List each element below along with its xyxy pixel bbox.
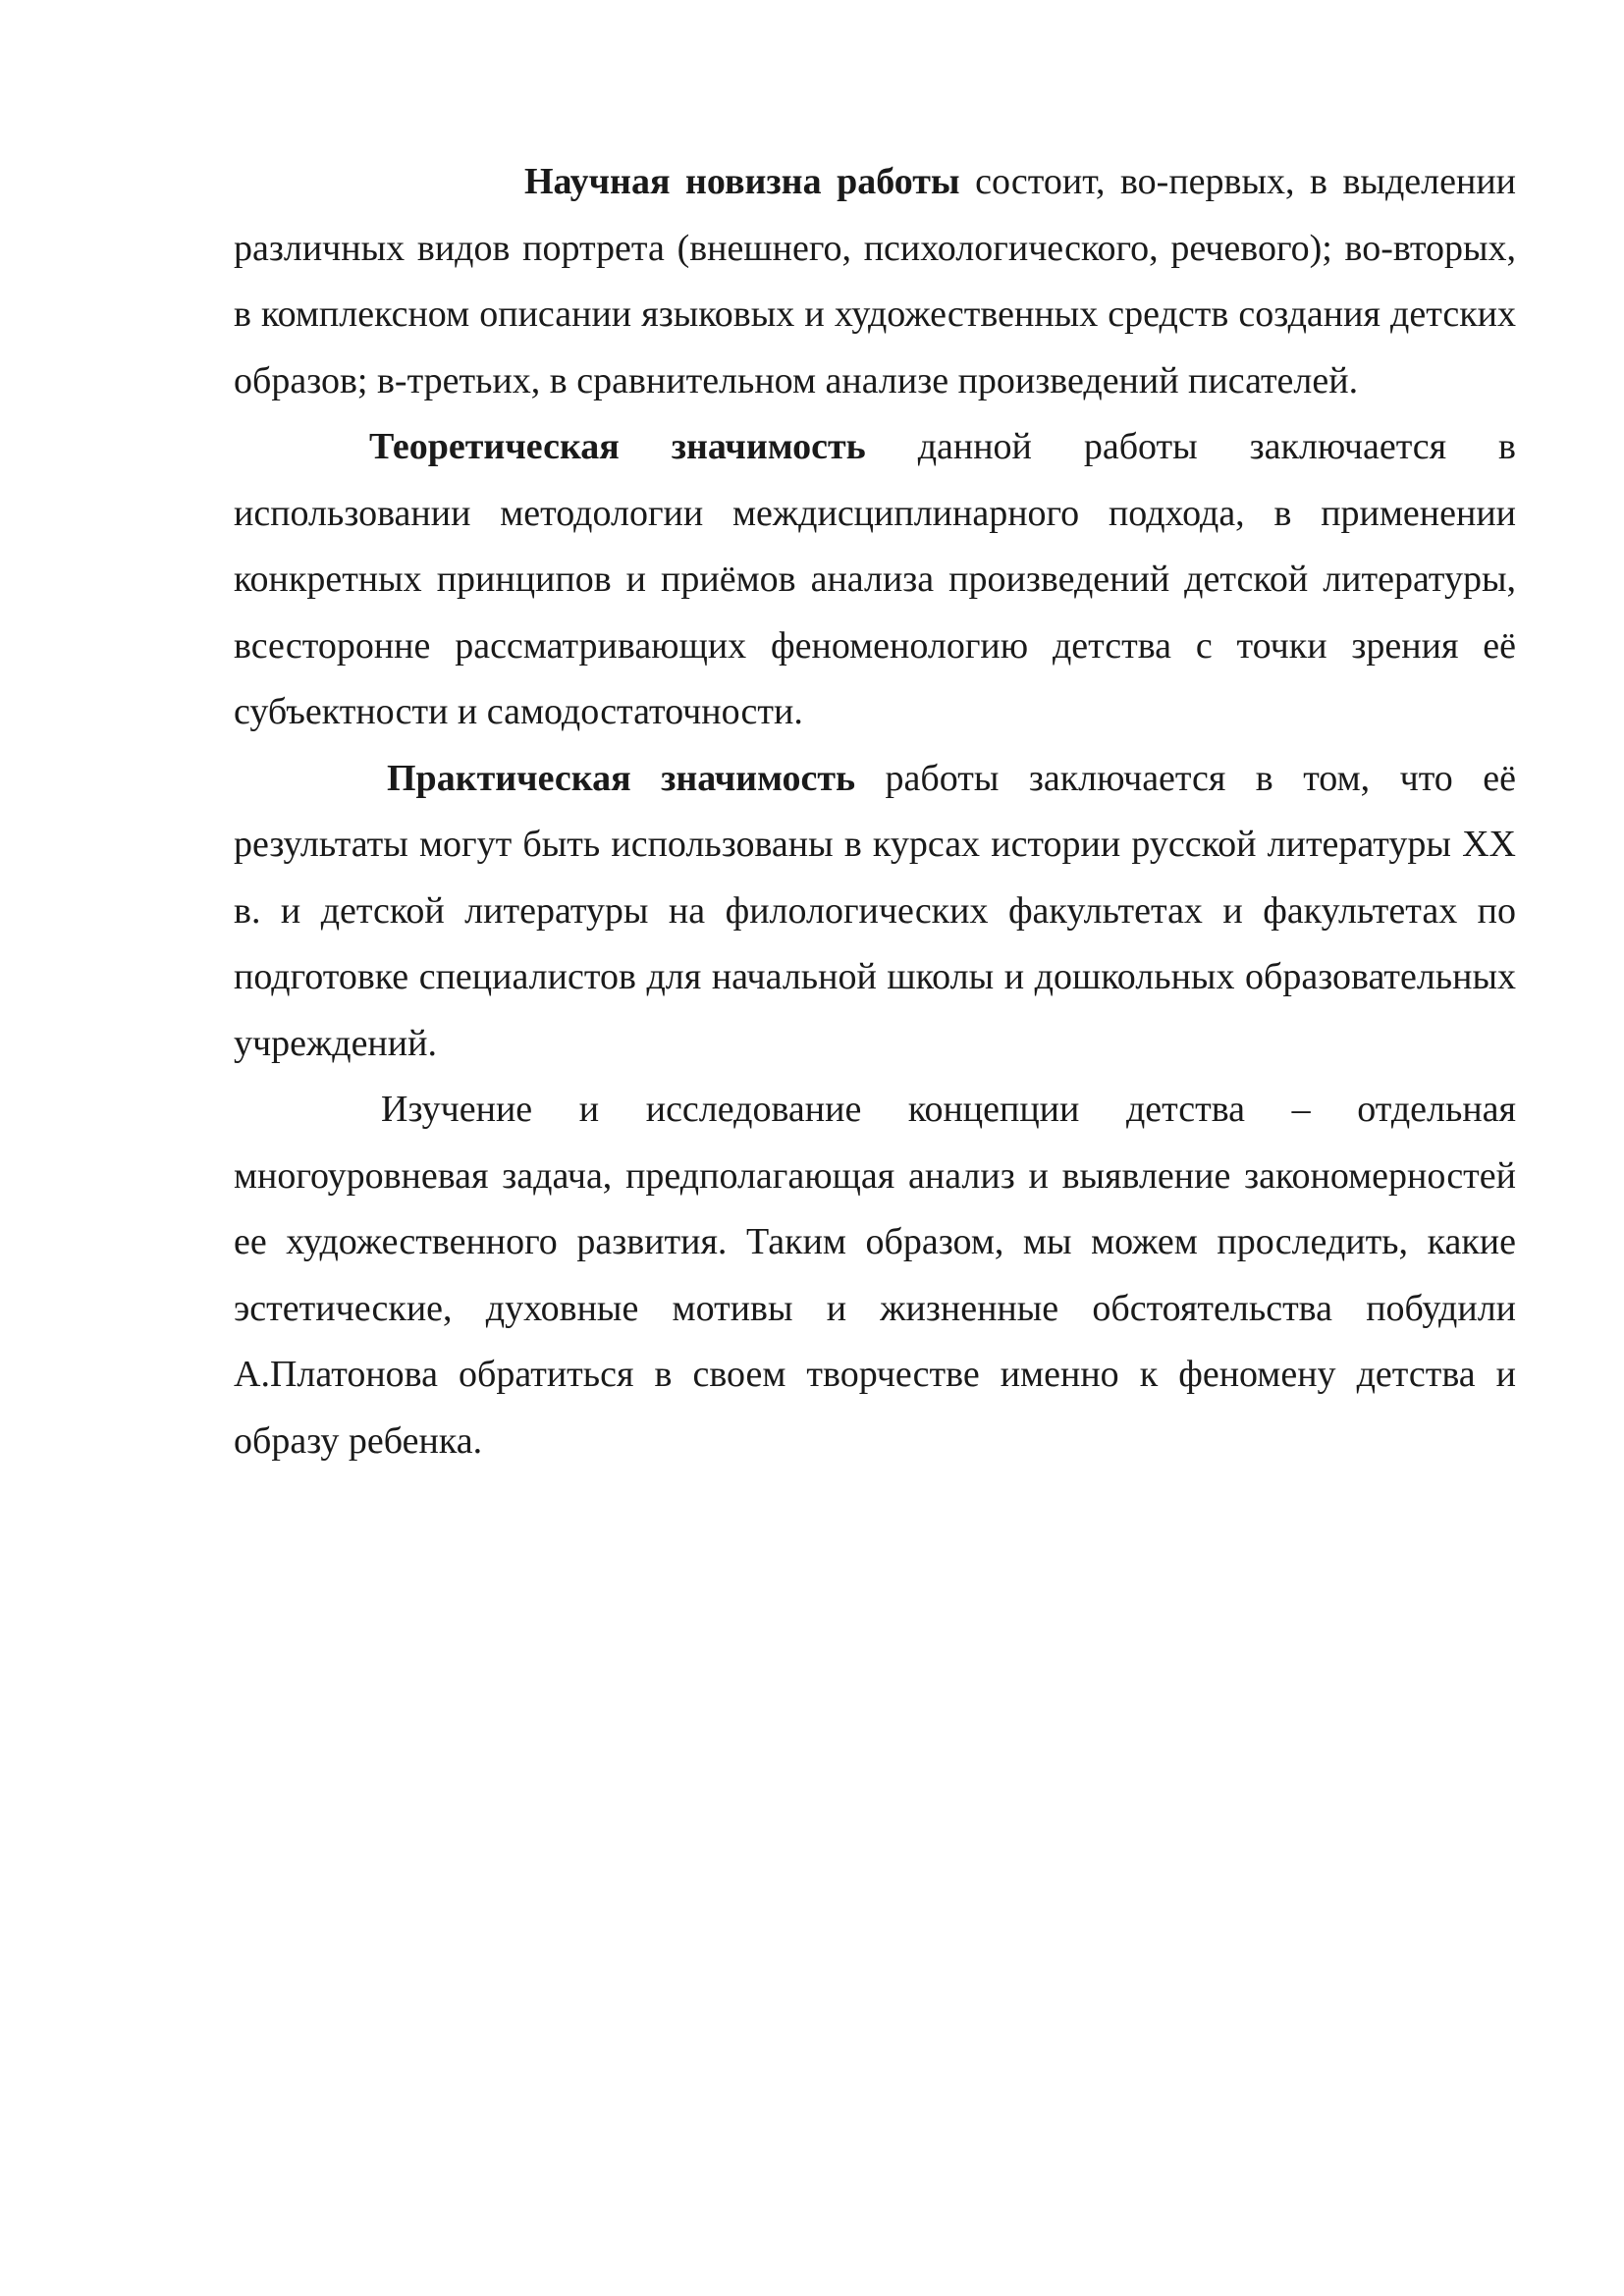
paragraph-heading: Научная новизна работы (524, 161, 960, 202)
paragraph-text: данной работы заключается в использовании методологии междисциплинарного подхода, в применении конкретных принципов и приёмов анализа произведений детской литературы, всесторонне рассматривающих феноменологию детства с точки зрения её субъектности и самодостаточности. (234, 426, 1516, 732)
paragraph-practical-significance (234, 746, 1516, 1078)
document-body (234, 149, 1516, 1474)
paragraph-text: работы заключается в том, что её результаты могут быть использованы в курсах истории русской литературы XX в. и детской литературы на филологических факультетах и факультетах по подготовке специалистов для начальной школы и дошкольных образовательных учреждений. (234, 757, 1516, 1064)
paragraph-scientific-novelty (234, 149, 1516, 414)
paragraph-heading: Теоретическая значимость (369, 426, 866, 467)
paragraph-childhood-concept (234, 1077, 1516, 1474)
paragraph-heading: Практическая значимость (387, 757, 856, 799)
paragraph-text: Изучение и исследование концепции детства – отдельная многоуровневая задача, предполагающая анализ и выявление закономерностей ее художественного развития. Таким образом, мы можем проследить, какие эстетические, духовные мотивы и жизненные обстоятельства побудили А.Платонова обратиться в своем творчестве именно к феномену детства и образу ребенка. (234, 1089, 1516, 1462)
paragraph-theoretical-significance (234, 414, 1516, 746)
paragraph-text: состоит, во-первых, в выделении различных видов портрета (внешнего, психологического, речевого); во-вторых, в комплексном описании языковых и художественных средств создания детских образов; в-третьих, в сравнительном анализе произведений писателей. (234, 161, 1516, 401)
